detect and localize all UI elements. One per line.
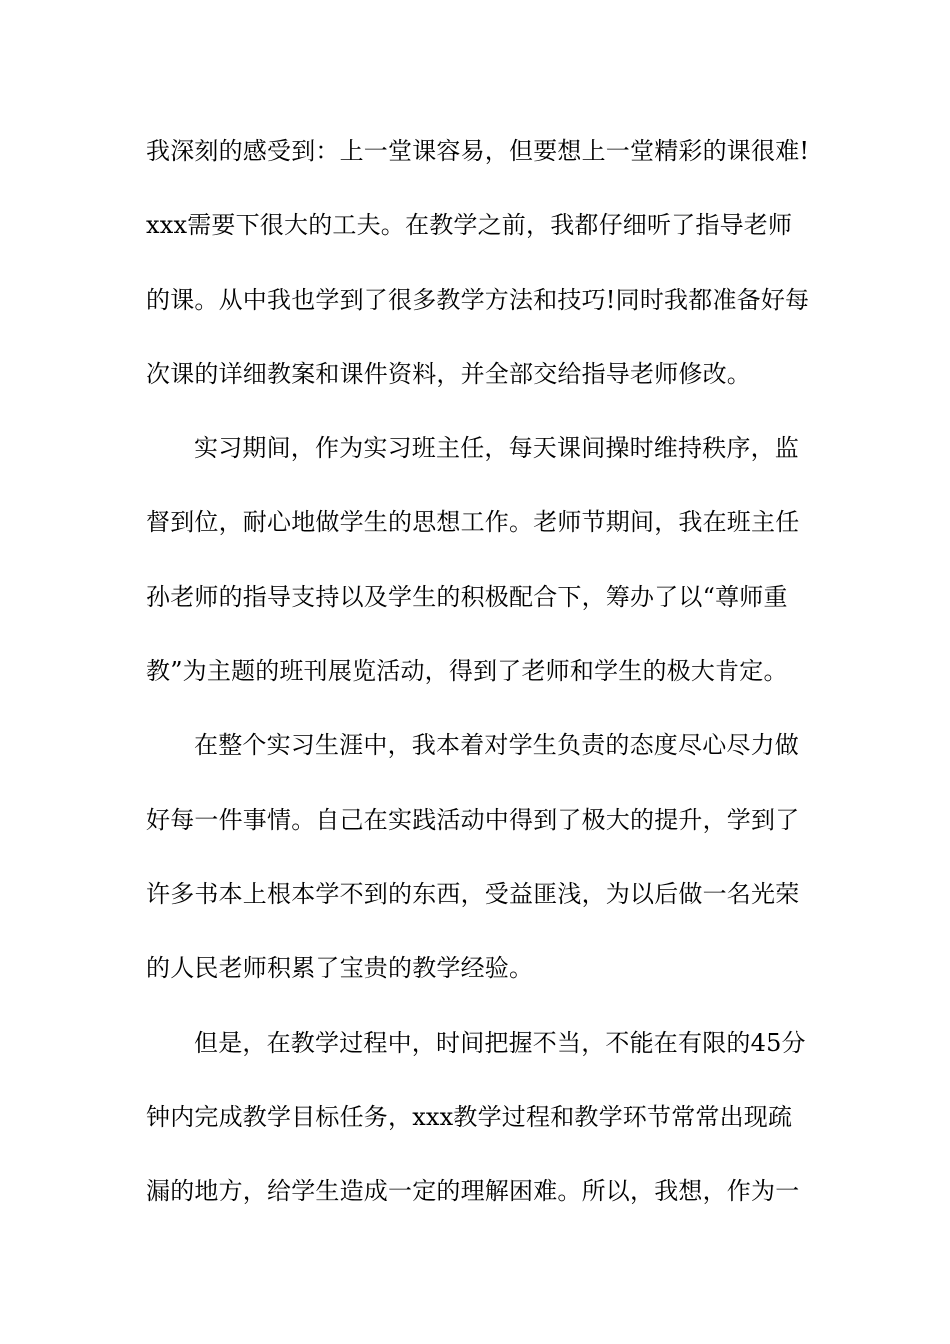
paragraph-start-line-5: 实习期间，作为实习班主任，每天课间操时维持秩序，监 bbox=[194, 434, 799, 463]
text-line-15: 漏的地方，给学生造成一定的理解困难。所以，我想，作为一 bbox=[146, 1177, 800, 1206]
text-line-14: 钟内完成教学目标任务，xxx教学过程和教学环节常常出现疏 bbox=[146, 1102, 793, 1131]
text-line-10: 好每一件事情。自己在实践活动中得到了极大的提升，学到了 bbox=[146, 805, 800, 834]
body-text bbox=[146, 114, 808, 1228]
text-line-1: 我深刻的感受到：上一堂课容易，但要想上一堂精彩的课很难! bbox=[146, 137, 810, 165]
text-line-11: 许多书本上根本学不到的东西，受益匪浅，为以后做一名光荣 bbox=[146, 879, 800, 908]
paragraph-start-line-13: 但是，在教学过程中，时间把握不当，不能在有限的45分 bbox=[194, 1028, 806, 1057]
text-line-7: 孙老师的指导支持以及学生的积极配合下，筹办了以“尊师重 bbox=[146, 582, 788, 611]
text-line-4: 次课的详细教案和课件资料，并全部交给指导老师修改。 bbox=[146, 359, 751, 388]
text-line-12: 的人民老师积累了宝贵的教学经验。 bbox=[146, 954, 534, 983]
paragraph-start-line-9: 在整个实习生涯中，我本着对学生负责的态度尽心尽力做 bbox=[194, 731, 799, 760]
text-line-6: 督到位，耐心地做学生的思想工作。老师节期间，我在班主任 bbox=[146, 508, 800, 537]
text-line-2: xxx需要下很大的工夫。在教学之前，我都仔细听了指导老师 bbox=[146, 211, 793, 240]
text-line-8: 教”为主题的班刊展览活动，得到了老师和学生的极大肯定。 bbox=[146, 657, 788, 686]
text-line-3: 的课。从中我也学到了很多教学方法和技巧!同时我都准备好每 bbox=[146, 285, 810, 314]
